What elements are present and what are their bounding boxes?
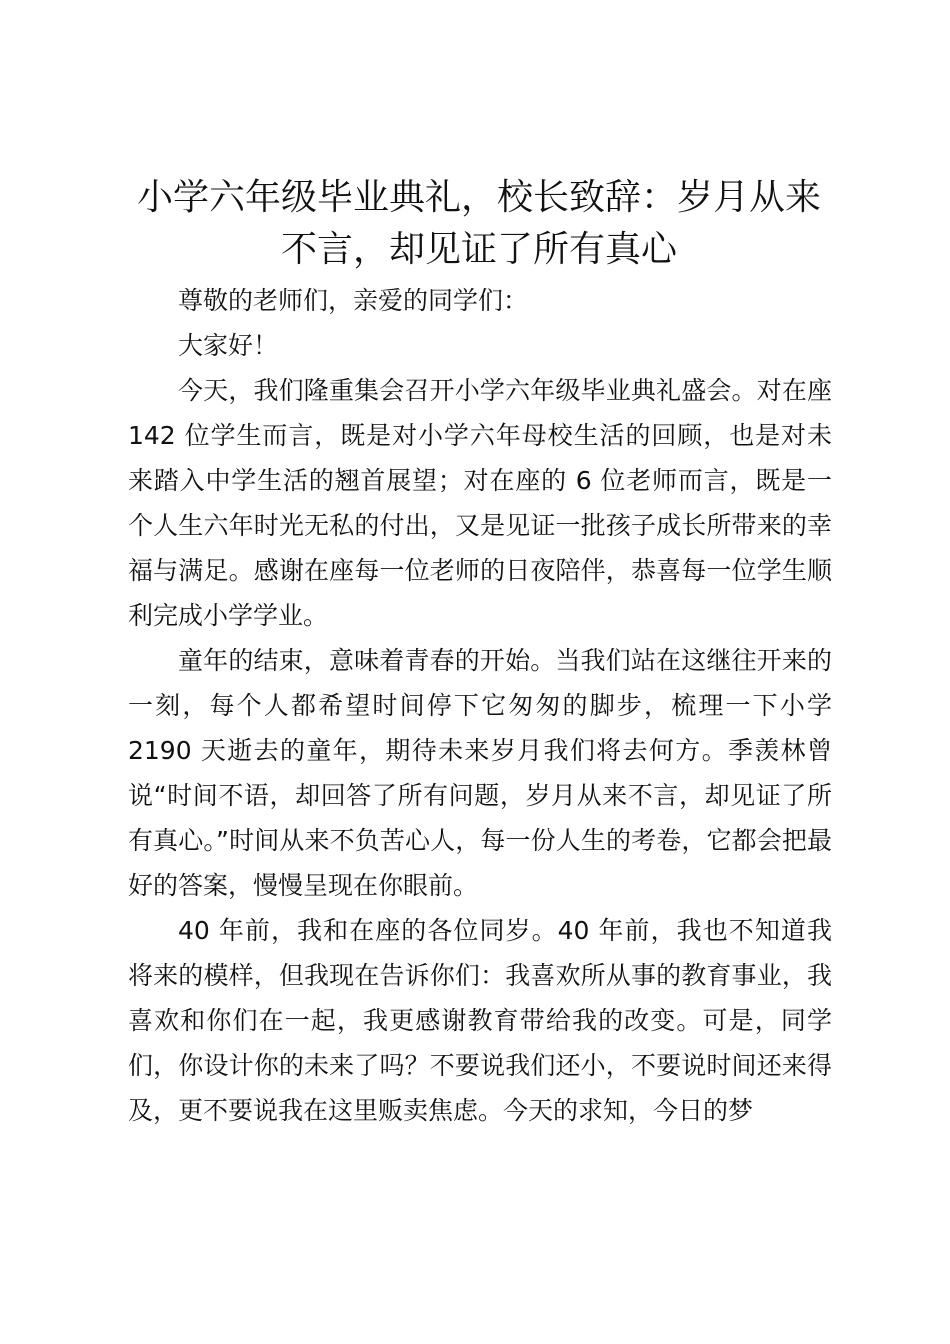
body-paragraph: 童年的结束，意味着青春的开始。当我们站在这继往开来的一刻，每个人都希望时间停下它匆匆的脚步，梳理一下小学 2190 天逝去的童年，期待未来岁月我们将去何方。季羡林曾说“时间不语，却回答了所有问题，岁月从来不言，却见证了所有真心。”时间从来不负苦心人，每一份人生的考卷，它都会把最好的答案，慢慢呈现在你眼前。 (128, 646, 832, 900)
body-paragraph: 今天，我们隆重集会召开小学六年级毕业典礼盛会。对在座 142 位学生而言，既是对小学六年母校生活的回顾，也是对未来踏入中学生活的翘首展望；对在座的 6 位老师而言，既是一个人生六年时光无私的付出，又是见证一批孩子成长所带来的幸福与满足。感谢在座每一位老师的日夜陪伴，恭喜每一位学生顺利完成小学学业。 (128, 376, 832, 630)
body-paragraph: 40 年前，我和在座的各位同岁。40 年前，我也不知道我将来的模样，但我现在告诉你们：我喜欢所从事的教育事业，我喜欢和你们在一起，我更感谢教育带给我的改变。可是，同学们，你设计你的未来了吗？不要说我们还小，不要说时间还来得及，更不要说我在这里贩卖焦虑。今天的求知，今日的梦 (128, 916, 832, 1125)
document-body (128, 278, 832, 1133)
salutation-paragraph: 尊敬的老师们，亲爱的同学们： (178, 286, 529, 315)
greeting-paragraph: 大家好！ (178, 331, 279, 360)
document-title: 小学六年级毕业典礼，校长致辞：岁月从来不言，却见证了所有真心 (136, 177, 821, 270)
